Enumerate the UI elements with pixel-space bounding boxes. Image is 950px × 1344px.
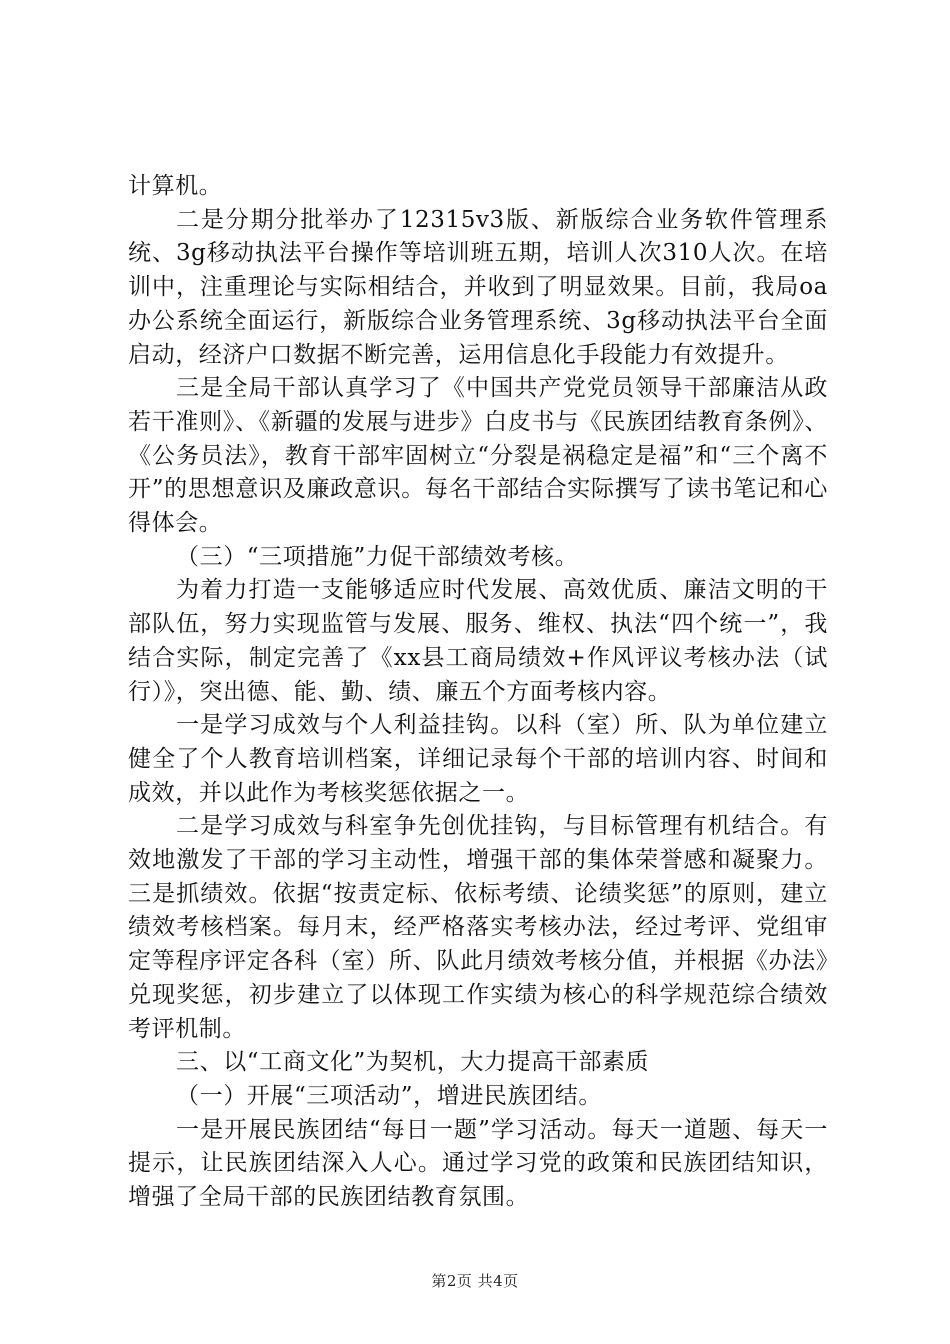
paragraph: 一是学习成效与个人利益挂钩。以科（室）所、队为单位建立健全了个人教育培训档案，详细记录每个干部的培训内容、时间和成效，并以此作为考核奖惩依据之一。 [128, 712, 828, 806]
paragraph: 计算机。 [128, 173, 223, 199]
document-body [128, 170, 828, 1215]
paragraph: 二是分期分批举办了12315v3版、新版综合业务软件管理系统、3g移动执法平台操作等培训班五期，培训人次310人次。在培训中，注重理论与实际相结合，并收到了明显效果。目前，我局oa办公系统全面运行，新版综合业务管理系统、3g移动执法平台全面启动，经济户口数据不断完善，运用信息化手段能力有效提升。 [128, 206, 828, 368]
section-heading: 三、以“工商文化”为契机，大力提高干部素质 [176, 1049, 650, 1076]
paragraph: 一是开展民族团结“每日一题”学习活动。每天一道题、每天一提示，让民族团结深入人心。通过学习党的政策和民族团结知识，增强了全局干部的民族团结教育氛围。 [128, 1116, 828, 1211]
section-heading: （三）“三项措施”力促干部绩效考核。 [176, 543, 579, 570]
paragraph: 三是全局干部认真学习了《中国共产党党员领导干部廉洁从政若干准则》、《新疆的发展与进步》白皮书与《民族团结教育条例》、《公务员法》，教育干部牢固树立“分裂是祸稳定是福”和“三个离不开”的思想意识及廉政意识。每名干部结合实际撰写了读书笔记和心得体会。 [128, 375, 828, 537]
section-heading: （一）开展“三项活动”，增进民族团结。 [176, 1082, 602, 1109]
paragraph: 为着力打造一支能够适应时代发展、高效优质、廉洁文明的干部队伍，努力实现监管与发展、服务、维权、执法“四个统一”，我结合实际，制定完善了《xx县工商局绩效+作风评议考核办法（试行）》，突出德、能、勤、绩、廉五个方面考核内容。 [128, 577, 828, 705]
paragraph: 二是学习成效与科室争先创优挂钩，与目标管理有机结合。有效地激发了干部的学习主动性，增强干部的集体荣誉感和凝聚力。三是抓绩效。依据“按责定标、依标考绩、论绩奖惩”的原则，建立绩效考核档案。每月末，经严格落实考核办法，经过考评、党组审定等程序评定各科（室）所、队此月绩效考核分值，并根据《办法》兑现奖惩，初步建立了以体现工作实绩为核心的科学规范综合绩效考评机制。 [128, 813, 828, 1042]
page-number-footer: 第2页 共4页 [431, 1272, 519, 1290]
